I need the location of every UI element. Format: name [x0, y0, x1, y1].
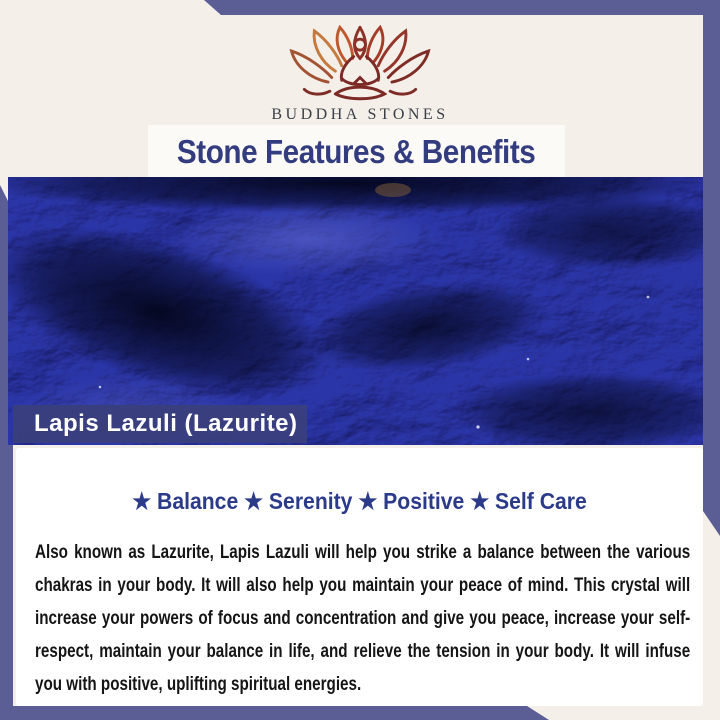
page-title: Stone Features & Benefits [177, 132, 536, 170]
benefits-card [16, 448, 703, 706]
ribbon-bottom [0, 706, 549, 720]
benefits-description: Also known as Lazurite, Lapis Lazuli will help you strike a balance between the various chakras in your body. It will also help you maintain your peace of mind. This crystal will increase your powers of focus and concentration and give you peace, increase your self-respect, maintain your balance in life, and relieve the tension in your body. It will infuse you with positive, uplifting spiritual energies. [35, 541, 691, 695]
title-banner [148, 125, 565, 178]
stone-photo [8, 177, 703, 445]
ribbon-top [0, 0, 720, 15]
brand-name: BUDDHA STONES [271, 106, 449, 123]
feature-keywords: ★ Balance ★ Serenity ★ Positive ★ Self Care [132, 488, 587, 514]
lotus-meditation-icon [0, 20, 720, 104]
brand-header [0, 20, 720, 124]
stone-name-label: Lapis Lazuli (Lazurite) [13, 405, 307, 443]
